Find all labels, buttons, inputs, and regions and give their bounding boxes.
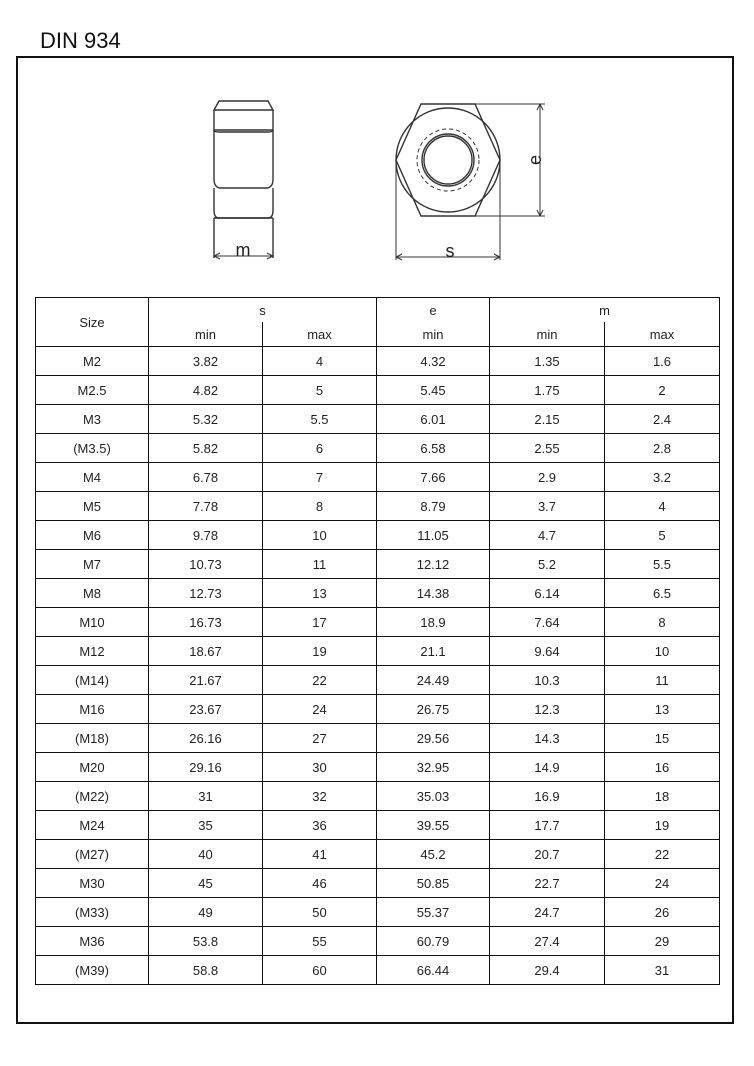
cell-m-max: 5.5 <box>605 550 720 579</box>
table-row <box>36 724 720 753</box>
cell-m-max: 11 <box>605 666 720 695</box>
cell-size: M30 <box>36 869 149 898</box>
cell-s-min: 6.78 <box>149 463 263 492</box>
cell-m-min: 5.2 <box>490 550 605 579</box>
dimension-s-label: s <box>445 241 455 261</box>
cell-m-max: 16 <box>605 753 720 782</box>
cell-size: (M14) <box>36 666 149 695</box>
cell-e-min: 21.1 <box>377 637 490 666</box>
table-row <box>36 840 720 869</box>
cell-size: M3 <box>36 405 149 434</box>
dimension-e-label: e <box>525 154 545 166</box>
cell-s-min: 40 <box>149 840 263 869</box>
table-row <box>36 608 720 637</box>
cell-s-min: 31 <box>149 782 263 811</box>
cell-s-min: 7.78 <box>149 492 263 521</box>
cell-m-max: 31 <box>605 956 720 985</box>
cell-m-max: 10 <box>605 637 720 666</box>
cell-s-max: 13 <box>263 579 377 608</box>
cell-m-max: 24 <box>605 869 720 898</box>
cell-s-min: 53.8 <box>149 927 263 956</box>
cell-s-min: 49 <box>149 898 263 927</box>
cell-m-min: 2.9 <box>490 463 605 492</box>
cell-size: M2.5 <box>36 376 149 405</box>
dimension-m-label: m <box>235 240 251 260</box>
table-row <box>36 956 720 985</box>
cell-size: M7 <box>36 550 149 579</box>
header-e: e <box>377 298 490 323</box>
cell-size: (M39) <box>36 956 149 985</box>
cell-e-min: 4.32 <box>377 347 490 376</box>
cell-e-min: 12.12 <box>377 550 490 579</box>
table-row <box>36 463 720 492</box>
cell-s-max: 5 <box>263 376 377 405</box>
nut-side-view <box>214 101 273 259</box>
cell-size: M6 <box>36 521 149 550</box>
cell-m-min: 6.14 <box>490 579 605 608</box>
cell-m-min: 2.15 <box>490 405 605 434</box>
table-row <box>36 666 720 695</box>
nut-top-view <box>396 104 545 260</box>
cell-m-min: 27.4 <box>490 927 605 956</box>
cell-s-max: 22 <box>263 666 377 695</box>
cell-s-max: 55 <box>263 927 377 956</box>
cell-m-min: 22.7 <box>490 869 605 898</box>
cell-e-min: 24.49 <box>377 666 490 695</box>
cell-e-min: 8.79 <box>377 492 490 521</box>
cell-s-max: 5.5 <box>263 405 377 434</box>
cell-e-min: 6.58 <box>377 434 490 463</box>
table-row <box>36 579 720 608</box>
table-row <box>36 637 720 666</box>
cell-size: M20 <box>36 753 149 782</box>
cell-e-min: 35.03 <box>377 782 490 811</box>
cell-m-max: 4 <box>605 492 720 521</box>
table-row <box>36 376 720 405</box>
cell-e-min: 26.75 <box>377 695 490 724</box>
cell-size: (M27) <box>36 840 149 869</box>
table-row <box>36 927 720 956</box>
cell-size: (M33) <box>36 898 149 927</box>
cell-m-min: 2.55 <box>490 434 605 463</box>
cell-s-max: 11 <box>263 550 377 579</box>
table-body <box>36 347 720 985</box>
cell-m-min: 24.7 <box>490 898 605 927</box>
cell-s-max: 17 <box>263 608 377 637</box>
cell-m-min: 4.7 <box>490 521 605 550</box>
cell-s-max: 30 <box>263 753 377 782</box>
cell-s-max: 7 <box>263 463 377 492</box>
cell-s-min: 26.16 <box>149 724 263 753</box>
cell-m-max: 8 <box>605 608 720 637</box>
cell-size: M24 <box>36 811 149 840</box>
cell-s-max: 32 <box>263 782 377 811</box>
dimensions-table <box>35 297 720 985</box>
header-s-min: min <box>149 322 263 347</box>
header-s-max: max <box>263 322 377 347</box>
cell-size: M36 <box>36 927 149 956</box>
table-row <box>36 782 720 811</box>
cell-s-min: 45 <box>149 869 263 898</box>
cell-s-max: 60 <box>263 956 377 985</box>
cell-m-min: 14.3 <box>490 724 605 753</box>
cell-s-min: 9.78 <box>149 521 263 550</box>
cell-size: M12 <box>36 637 149 666</box>
cell-m-min: 1.75 <box>490 376 605 405</box>
cell-m-min: 16.9 <box>490 782 605 811</box>
cell-m-min: 29.4 <box>490 956 605 985</box>
cell-e-min: 45.2 <box>377 840 490 869</box>
cell-s-min: 21.67 <box>149 666 263 695</box>
cell-s-min: 23.67 <box>149 695 263 724</box>
cell-s-max: 24 <box>263 695 377 724</box>
cell-s-max: 10 <box>263 521 377 550</box>
cell-e-min: 7.66 <box>377 463 490 492</box>
cell-e-min: 11.05 <box>377 521 490 550</box>
table-row <box>36 492 720 521</box>
cell-m-min: 1.35 <box>490 347 605 376</box>
header-s: s <box>149 298 377 323</box>
header-m: m <box>490 298 720 323</box>
cell-m-max: 5 <box>605 521 720 550</box>
cell-e-min: 50.85 <box>377 869 490 898</box>
header-m-max: max <box>605 322 720 347</box>
cell-s-max: 46 <box>263 869 377 898</box>
cell-e-min: 60.79 <box>377 927 490 956</box>
table-row <box>36 434 720 463</box>
cell-m-min: 7.64 <box>490 608 605 637</box>
cell-m-max: 1.6 <box>605 347 720 376</box>
cell-s-min: 29.16 <box>149 753 263 782</box>
cell-m-min: 14.9 <box>490 753 605 782</box>
nut-diagram <box>0 0 754 300</box>
cell-m-min: 12.3 <box>490 695 605 724</box>
cell-s-min: 5.32 <box>149 405 263 434</box>
cell-s-min: 3.82 <box>149 347 263 376</box>
table-row <box>36 405 720 434</box>
cell-e-min: 39.55 <box>377 811 490 840</box>
cell-s-max: 36 <box>263 811 377 840</box>
cell-m-max: 26 <box>605 898 720 927</box>
cell-e-min: 29.56 <box>377 724 490 753</box>
cell-s-max: 50 <box>263 898 377 927</box>
cell-s-max: 8 <box>263 492 377 521</box>
table-row <box>36 811 720 840</box>
cell-e-min: 32.95 <box>377 753 490 782</box>
header-m-min: min <box>490 322 605 347</box>
cell-s-min: 18.67 <box>149 637 263 666</box>
cell-m-min: 20.7 <box>490 840 605 869</box>
cell-size: M16 <box>36 695 149 724</box>
cell-e-min: 6.01 <box>377 405 490 434</box>
cell-s-min: 58.8 <box>149 956 263 985</box>
cell-m-max: 22 <box>605 840 720 869</box>
cell-size: M4 <box>36 463 149 492</box>
cell-e-min: 14.38 <box>377 579 490 608</box>
cell-size: (M22) <box>36 782 149 811</box>
cell-size: M8 <box>36 579 149 608</box>
cell-size: M10 <box>36 608 149 637</box>
table-row <box>36 521 720 550</box>
header-size: Size <box>36 298 149 347</box>
cell-m-max: 15 <box>605 724 720 753</box>
cell-m-min: 10.3 <box>490 666 605 695</box>
cell-s-max: 4 <box>263 347 377 376</box>
cell-m-max: 18 <box>605 782 720 811</box>
cell-m-max: 2.4 <box>605 405 720 434</box>
cell-size: (M18) <box>36 724 149 753</box>
cell-m-min: 9.64 <box>490 637 605 666</box>
cell-e-min: 66.44 <box>377 956 490 985</box>
cell-s-min: 4.82 <box>149 376 263 405</box>
cell-s-max: 27 <box>263 724 377 753</box>
page-title: DIN 934 <box>40 28 121 53</box>
cell-size: (M3.5) <box>36 434 149 463</box>
cell-s-min: 35 <box>149 811 263 840</box>
cell-m-max: 13 <box>605 695 720 724</box>
cell-s-min: 5.82 <box>149 434 263 463</box>
table-row <box>36 753 720 782</box>
cell-size: M5 <box>36 492 149 521</box>
cell-e-min: 55.37 <box>377 898 490 927</box>
cell-m-max: 2 <box>605 376 720 405</box>
table-row <box>36 898 720 927</box>
cell-s-max: 19 <box>263 637 377 666</box>
cell-m-min: 3.7 <box>490 492 605 521</box>
table-row <box>36 869 720 898</box>
cell-e-min: 18.9 <box>377 608 490 637</box>
header-e-min: min <box>377 322 490 347</box>
table-row <box>36 695 720 724</box>
table-row <box>36 550 720 579</box>
cell-m-min: 17.7 <box>490 811 605 840</box>
cell-e-min: 5.45 <box>377 376 490 405</box>
cell-m-max: 19 <box>605 811 720 840</box>
cell-size: M2 <box>36 347 149 376</box>
cell-s-max: 6 <box>263 434 377 463</box>
table-row <box>36 347 720 376</box>
cell-s-min: 10.73 <box>149 550 263 579</box>
cell-m-max: 3.2 <box>605 463 720 492</box>
cell-m-max: 29 <box>605 927 720 956</box>
cell-s-max: 41 <box>263 840 377 869</box>
cell-m-max: 2.8 <box>605 434 720 463</box>
cell-s-min: 12.73 <box>149 579 263 608</box>
cell-m-max: 6.5 <box>605 579 720 608</box>
cell-s-min: 16.73 <box>149 608 263 637</box>
